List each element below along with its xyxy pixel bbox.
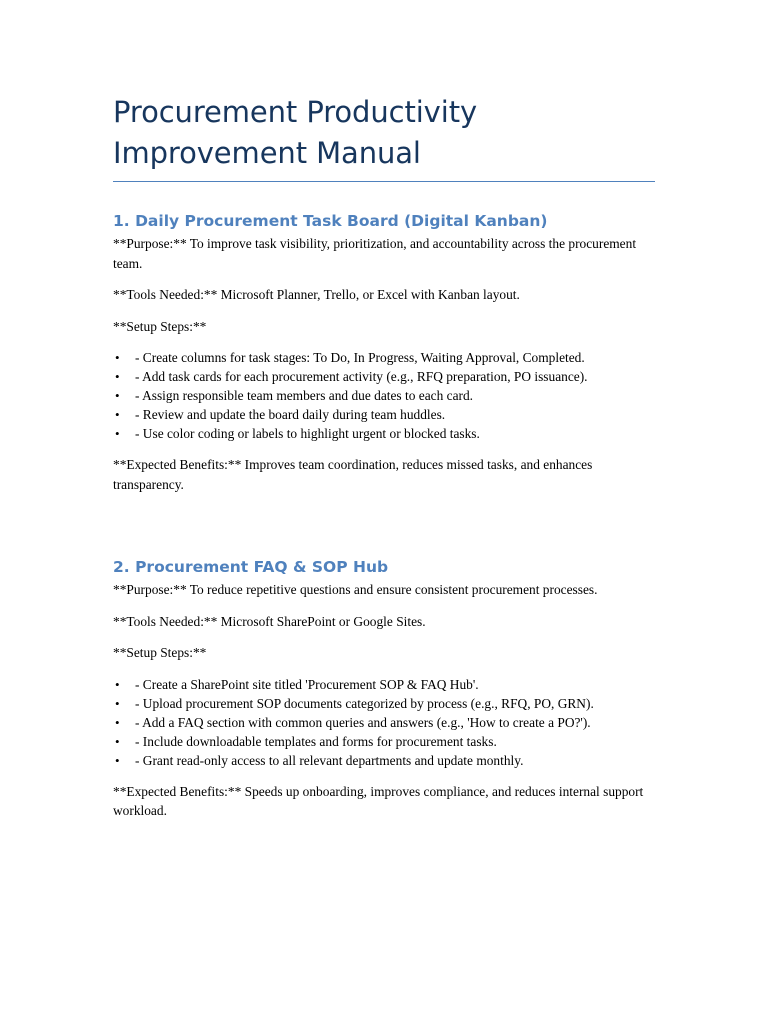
- step-text: - Add task cards for each procurement activity (e.g., RFQ preparation, PO issuance).: [135, 369, 588, 384]
- bullet-icon: •: [115, 752, 120, 768]
- title-underline: [113, 181, 655, 182]
- section-heading: 2. Procurement FAQ & SOP Hub: [113, 558, 389, 576]
- document-title: Procurement Productivity Improvement Manual: [113, 95, 478, 170]
- list-item: [113, 675, 655, 694]
- setup-steps-list: [113, 675, 655, 770]
- section-faq-sop: [113, 556, 655, 821]
- document-page: [113, 92, 655, 821]
- step-text: - Use color coding or labels to highlight urgent or blocked tasks.: [135, 426, 480, 441]
- list-item: [113, 424, 655, 443]
- list-item: [113, 367, 655, 386]
- list-item: [113, 732, 655, 751]
- step-text: - Grant read-only access to all relevant departments and update monthly.: [135, 752, 524, 768]
- step-text: - Assign responsible team members and due dates to each card.: [135, 388, 474, 403]
- bullet-icon: •: [115, 695, 120, 711]
- tools-text: **Tools Needed:** Microsoft Planner, Trello, or Excel with Kanban layout.: [113, 287, 520, 302]
- bullet-icon: •: [115, 714, 120, 730]
- setup-label: **Setup Steps:**: [113, 318, 207, 334]
- benefits-text: **Expected Benefits:** Improves team coordination, reduces missed tasks, and enhances transparency.: [113, 457, 593, 492]
- list-item: [113, 751, 655, 770]
- purpose-text: **Purpose:** To reduce repetitive questions and ensure consistent procurement processes.: [113, 582, 598, 597]
- list-item: [113, 386, 655, 405]
- bullet-icon: •: [115, 350, 120, 365]
- step-text: - Create columns for task stages: To Do, In Progress, Waiting Approval, Completed.: [135, 350, 585, 365]
- list-item: [113, 348, 655, 367]
- list-item: [113, 405, 655, 424]
- step-text: - Upload procurement SOP documents categorized by process (e.g., RFQ, PO, GRN).: [135, 695, 594, 711]
- section-heading: 1. Daily Procurement Task Board (Digital Kanban): [113, 212, 548, 230]
- setup-steps-list: [113, 348, 655, 443]
- bullet-icon: •: [115, 388, 120, 403]
- step-text: - Include downloadable templates and forms for procurement tasks.: [135, 733, 497, 749]
- tools-text: **Tools Needed:** Microsoft SharePoint or Google Sites.: [113, 613, 426, 629]
- purpose-text: **Purpose:** To improve task visibility, prioritization, and accountability across the procurement team.: [113, 236, 637, 271]
- list-item: [113, 694, 655, 713]
- bullet-icon: •: [115, 426, 120, 441]
- setup-label: **Setup Steps:**: [113, 645, 207, 660]
- bullet-icon: •: [115, 369, 120, 384]
- bullet-icon: •: [115, 733, 120, 749]
- section-kanban: [113, 210, 655, 494]
- bullet-icon: •: [115, 676, 120, 692]
- step-text: - Add a FAQ section with common queries and answers (e.g., 'How to create a PO?').: [135, 714, 591, 730]
- list-item: [113, 713, 655, 732]
- step-text: - Review and update the board daily during team huddles.: [135, 407, 446, 422]
- bullet-icon: •: [115, 407, 120, 422]
- benefits-text: **Expected Benefits:** Speeds up onboarding, improves compliance, and reduces internal support workload.: [113, 783, 644, 818]
- step-text: - Create a SharePoint site titled 'Procurement SOP & FAQ Hub'.: [135, 676, 479, 692]
